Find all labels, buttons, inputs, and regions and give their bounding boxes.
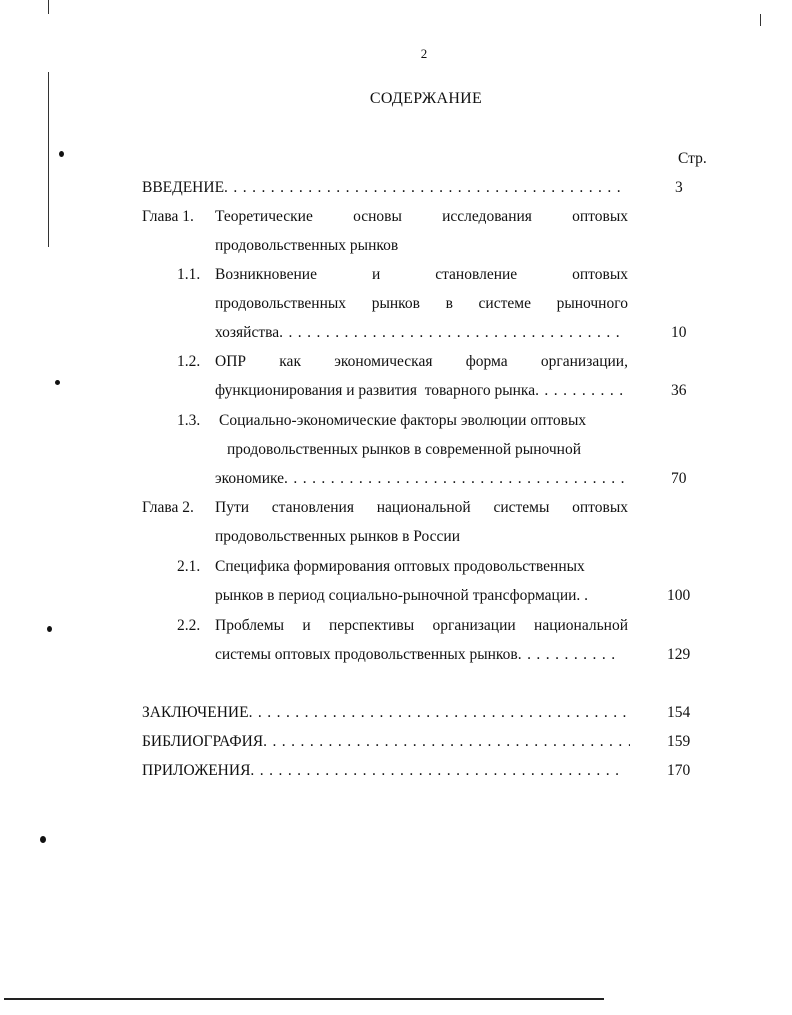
section-title-line: Возникновение и становление оптовых bbox=[215, 266, 628, 283]
toc-page: 129 bbox=[667, 646, 691, 663]
section-number: 1.2. bbox=[177, 353, 201, 370]
section-title-line: рынков в период социально-рыночной трансформации. . bbox=[215, 587, 589, 604]
section-number: 1.1. bbox=[177, 266, 201, 283]
scan-speck bbox=[59, 151, 64, 157]
toc-entry-conclusion bbox=[142, 704, 630, 722]
chapter-title-line: Теоретические основы исследования оптовых bbox=[215, 208, 628, 225]
section-title-line: ОПР как экономическая форма организации, bbox=[215, 353, 628, 370]
chapter-title-line: продовольственных рынков в России bbox=[215, 528, 460, 545]
toc-page: 36 bbox=[671, 382, 687, 399]
toc-entry-bibliography bbox=[142, 733, 630, 751]
toc-entry-appendices bbox=[142, 762, 622, 780]
scan-edge-line bbox=[760, 14, 761, 26]
toc-page: 159 bbox=[667, 733, 691, 750]
section-number: 1.3. bbox=[177, 412, 201, 429]
section-title-line: функционирования и развития товарного рынка . . . bbox=[215, 382, 627, 400]
chapter-number: Глава 2. bbox=[142, 499, 194, 516]
page-number: 2 bbox=[420, 46, 428, 61]
scan-speck bbox=[55, 380, 60, 385]
section-title-line: системы оптовых продовольственных рынков . . . bbox=[215, 646, 621, 664]
toc-page: 170 bbox=[667, 762, 691, 779]
toc-page: 154 bbox=[667, 704, 691, 721]
toc-page: 3 bbox=[675, 179, 683, 196]
page-column-header: Стр. bbox=[678, 150, 707, 167]
scan-speck bbox=[40, 836, 46, 843]
scan-edge-line bbox=[48, 0, 49, 14]
section-title-line: Специфика формирования оптовых продовольственных bbox=[215, 558, 585, 575]
section-title-line: экономике . . . bbox=[215, 470, 629, 488]
section-number: 2.2. bbox=[177, 617, 201, 634]
toc-page: 70 bbox=[671, 470, 687, 487]
scan-bottom-line bbox=[4, 998, 604, 1000]
toc-label: ПРИЛОЖЕНИЯ bbox=[142, 762, 251, 779]
section-title-line: хозяйства . . . bbox=[215, 324, 623, 342]
chapter-title-line: продовольственных рынков bbox=[215, 237, 399, 254]
toc-label: ВВЕДЕНИЕ bbox=[142, 179, 225, 196]
chapter-title-line: Пути становления национальной системы оптовых bbox=[215, 499, 628, 516]
section-title-line: продовольственных рынков в современной рыночной bbox=[227, 441, 581, 458]
section-title-line: Социально-экономические факторы эволюции оптовых bbox=[219, 412, 587, 429]
section-title-line: Проблемы и перспективы организации национальной bbox=[215, 617, 628, 634]
page-title: СОДЕРЖАНИЕ bbox=[369, 90, 483, 107]
scan-speck bbox=[47, 626, 52, 632]
toc-page: 100 bbox=[667, 587, 691, 604]
toc-label: БИБЛИОГРАФИЯ bbox=[142, 733, 264, 750]
toc-page: 10 bbox=[671, 324, 687, 341]
toc-label: ЗАКЛЮЧЕНИЕ bbox=[142, 704, 249, 721]
toc-entry-intro bbox=[142, 179, 622, 197]
section-title-line: продовольственных рынков в системе рыночного bbox=[215, 295, 628, 312]
section-number: 2.1. bbox=[177, 558, 201, 575]
chapter-number: Глава 1. bbox=[142, 208, 194, 225]
